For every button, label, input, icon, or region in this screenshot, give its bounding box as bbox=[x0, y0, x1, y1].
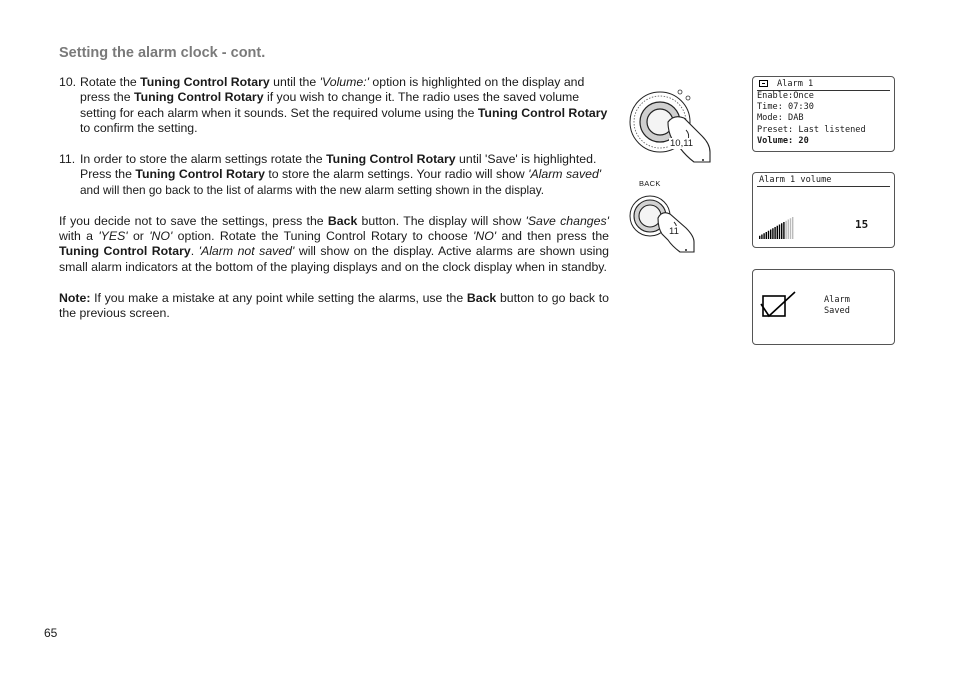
back-label: BACK bbox=[639, 179, 661, 188]
text: with a bbox=[59, 229, 99, 244]
bold-text: Tuning Control Rotary bbox=[134, 90, 264, 105]
text: until 'Save' is highlighted. Press the bbox=[80, 152, 597, 182]
italic-text: 'Save changes' bbox=[525, 213, 609, 228]
divider bbox=[757, 186, 890, 187]
step-10 bbox=[59, 75, 609, 137]
saved-line-1: Alarm bbox=[824, 295, 850, 305]
volume-bar bbox=[783, 222, 784, 239]
saved-line-2: Saved bbox=[824, 306, 850, 316]
volume-bar bbox=[763, 233, 764, 239]
display-line-selected: Volume: 20 bbox=[757, 135, 809, 146]
display-line: Preset: Last listened bbox=[757, 124, 866, 135]
back-button-figure bbox=[628, 178, 708, 256]
step-number: 11. bbox=[59, 152, 76, 167]
bold-text: Tuning Control Rotary bbox=[59, 244, 191, 259]
checkmark-icon bbox=[759, 290, 797, 320]
display-title-row bbox=[757, 175, 890, 186]
alarm-volume-display bbox=[752, 172, 895, 248]
volume-bar bbox=[792, 217, 793, 239]
text: until the bbox=[269, 75, 320, 89]
italic-text: 'Volume:' bbox=[319, 75, 369, 89]
text: if you wish to change it. The radio uses the saved volume setting for each alarm when it sounds. Set the required volume using the bbox=[80, 90, 580, 120]
volume-bar bbox=[766, 232, 767, 239]
text: In order to store the alarm settings rotate the bbox=[80, 152, 327, 167]
text: If you decide not to save the settings, press the bbox=[59, 213, 328, 228]
alarm-settings-display bbox=[752, 76, 895, 152]
back-button-hand-icon bbox=[628, 178, 708, 256]
step-number: 10. bbox=[59, 75, 77, 89]
volume-bar bbox=[770, 230, 771, 240]
step-11 bbox=[59, 152, 609, 198]
text: and will then go back to the list of alarms with the new alarm setting shown in the display. bbox=[80, 182, 545, 197]
volume-bar bbox=[759, 236, 760, 239]
display-line: Mode: DAB bbox=[757, 113, 804, 124]
text: to store the alarm settings. Your radio will show bbox=[264, 167, 529, 182]
volume-bar bbox=[768, 231, 769, 239]
bold-text: Tuning Control Rotary bbox=[135, 167, 265, 182]
display-title: Alarm 1 volume bbox=[759, 175, 832, 185]
text: will show on the display. Active alarms are shown using small alarm indicators at the bottom of the playing displays and on the clock display when in standby. bbox=[59, 244, 610, 274]
rotary-knob-hand-icon bbox=[628, 86, 720, 168]
italic-text: 'YES' bbox=[98, 229, 128, 244]
saved-message bbox=[824, 295, 850, 317]
volume-bar bbox=[788, 220, 789, 240]
bold-text: Back bbox=[466, 290, 497, 305]
volume-value: 15 bbox=[855, 218, 869, 231]
volume-bar bbox=[781, 223, 782, 239]
display-line: Time: 07:30 bbox=[757, 102, 814, 113]
bold-text: Tuning Control Rotary bbox=[326, 152, 456, 167]
text: or bbox=[127, 229, 150, 244]
note-label: Note: bbox=[59, 290, 91, 305]
volume-bar bbox=[779, 225, 780, 240]
display-lines bbox=[757, 91, 866, 147]
page-number: 65 bbox=[44, 626, 58, 640]
volume-bars-icon bbox=[759, 217, 795, 239]
bold-text: Tuning Control Rotary bbox=[140, 75, 270, 89]
italic-text: 'Alarm not saved' bbox=[198, 244, 295, 259]
text: button to go back to the previous screen. bbox=[59, 290, 610, 321]
italic-text: 'NO' bbox=[473, 229, 497, 244]
text: option. Rotate the Tuning Control Rotary to choose bbox=[172, 229, 474, 244]
volume-bar bbox=[777, 226, 778, 239]
text: . bbox=[190, 244, 199, 259]
volume-bar bbox=[761, 235, 762, 240]
italic-text: 'Alarm saved' bbox=[528, 167, 602, 182]
page-heading: Setting the alarm clock - cont. bbox=[59, 45, 266, 61]
back-paragraph bbox=[59, 214, 609, 276]
volume-bar bbox=[790, 218, 791, 239]
display-title-row bbox=[757, 79, 890, 90]
tuning-rotary-figure bbox=[628, 86, 720, 168]
alarm-saved-display bbox=[752, 269, 895, 345]
display-line: Enable:Once bbox=[757, 91, 814, 101]
instructions bbox=[59, 75, 609, 337]
text: Rotate the bbox=[80, 75, 141, 89]
note-paragraph bbox=[59, 291, 609, 322]
alarm-icon bbox=[759, 80, 768, 87]
bold-text: Tuning Control Rotary bbox=[477, 105, 608, 120]
text: If you make a mistake at any point while setting the alarms, use the bbox=[90, 290, 467, 305]
bold-text: Back bbox=[327, 213, 358, 228]
knob-label: 10,11 bbox=[670, 138, 694, 149]
italic-text: 'NO' bbox=[149, 229, 173, 244]
text: to confirm the setting. bbox=[80, 121, 198, 136]
volume-bar bbox=[772, 228, 773, 239]
knob-label: 11 bbox=[669, 226, 679, 237]
display-title: Alarm 1 bbox=[777, 79, 814, 89]
text: button. The display will show bbox=[357, 213, 526, 228]
text: and then press the bbox=[496, 229, 609, 244]
volume-bar bbox=[785, 221, 786, 239]
volume-bar bbox=[774, 227, 775, 239]
text: option is highlighted on the display and press the bbox=[80, 75, 585, 105]
